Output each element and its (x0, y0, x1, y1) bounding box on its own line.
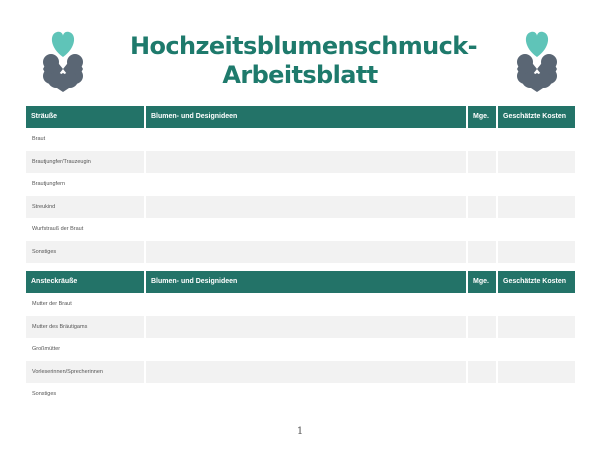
title-line-1: Hochzeitsblumenschmuck- (130, 32, 478, 60)
corsages-table (26, 271, 575, 406)
table-row (26, 338, 575, 361)
cost-cell[interactable] (498, 338, 575, 361)
ideas-cell[interactable] (146, 361, 468, 384)
document-title (130, 32, 478, 90)
cost-cell[interactable] (498, 196, 575, 219)
column-header-ideas: Blumen- und Designideen (146, 106, 468, 128)
quantity-cell[interactable] (468, 338, 498, 361)
table-row (26, 361, 575, 384)
cost-cell[interactable] (498, 293, 575, 316)
row-label: Sonstiges (26, 383, 146, 406)
row-label: Vorleserinnen/Sprecherinnen (26, 361, 146, 384)
cost-cell[interactable] (498, 128, 575, 151)
table-row (26, 151, 575, 174)
cost-cell[interactable] (498, 361, 575, 384)
quantity-cell[interactable] (468, 241, 498, 264)
column-header-quantity: Mge. (468, 271, 498, 293)
clover-heart-icon (32, 24, 94, 94)
ideas-cell[interactable] (146, 173, 468, 196)
ideas-cell[interactable] (146, 241, 468, 264)
section-heading: Ansteckräuße (26, 271, 146, 293)
column-header-ideas: Blumen- und Designideen (146, 271, 468, 293)
table-row (26, 383, 575, 406)
quantity-cell[interactable] (468, 383, 498, 406)
ideas-cell[interactable] (146, 338, 468, 361)
ideas-cell[interactable] (146, 128, 468, 151)
cost-cell[interactable] (498, 241, 575, 264)
cost-cell[interactable] (498, 173, 575, 196)
table-header (26, 106, 575, 128)
page-number: 1 (296, 426, 304, 437)
table-header (26, 271, 575, 293)
section-heading: Sträuße (26, 106, 146, 128)
table-row (26, 316, 575, 339)
ideas-cell[interactable] (146, 383, 468, 406)
table-row (26, 241, 575, 264)
quantity-cell[interactable] (468, 293, 498, 316)
cost-cell[interactable] (498, 218, 575, 241)
quantity-cell[interactable] (468, 361, 498, 384)
clover-heart-icon (506, 24, 568, 94)
column-header-quantity: Mge. (468, 106, 498, 128)
title-line-2: Arbeitsblatt (222, 61, 378, 89)
table-row (26, 173, 575, 196)
row-label: Brautjungfer/Trauzeugin (26, 151, 146, 174)
bouquets-table (26, 106, 575, 263)
cost-cell[interactable] (498, 316, 575, 339)
ideas-cell[interactable] (146, 151, 468, 174)
row-label: Braut (26, 128, 146, 151)
row-label: Brautjungfern (26, 173, 146, 196)
row-label: Mutter der Braut (26, 293, 146, 316)
quantity-cell[interactable] (468, 128, 498, 151)
table-row (26, 218, 575, 241)
row-label: Sonstiges (26, 241, 146, 264)
row-label: Großmütter (26, 338, 146, 361)
column-header-cost: Geschätzte Kosten (503, 278, 567, 285)
cost-cell[interactable] (498, 383, 575, 406)
ideas-cell[interactable] (146, 293, 468, 316)
table-row (26, 196, 575, 219)
row-label: Wurfstrauß der Braut (26, 218, 146, 241)
row-label: Streukind (26, 196, 146, 219)
table-row (26, 128, 575, 151)
quantity-cell[interactable] (468, 151, 498, 174)
ideas-cell[interactable] (146, 196, 468, 219)
cost-cell[interactable] (498, 151, 575, 174)
quantity-cell[interactable] (468, 196, 498, 219)
ideas-cell[interactable] (146, 218, 468, 241)
column-header-cost: Geschätzte Kosten (503, 113, 567, 120)
ideas-cell[interactable] (146, 316, 468, 339)
quantity-cell[interactable] (468, 316, 498, 339)
row-label: Mutter des Bräutigams (26, 316, 146, 339)
quantity-cell[interactable] (468, 173, 498, 196)
quantity-cell[interactable] (468, 218, 498, 241)
table-row (26, 293, 575, 316)
